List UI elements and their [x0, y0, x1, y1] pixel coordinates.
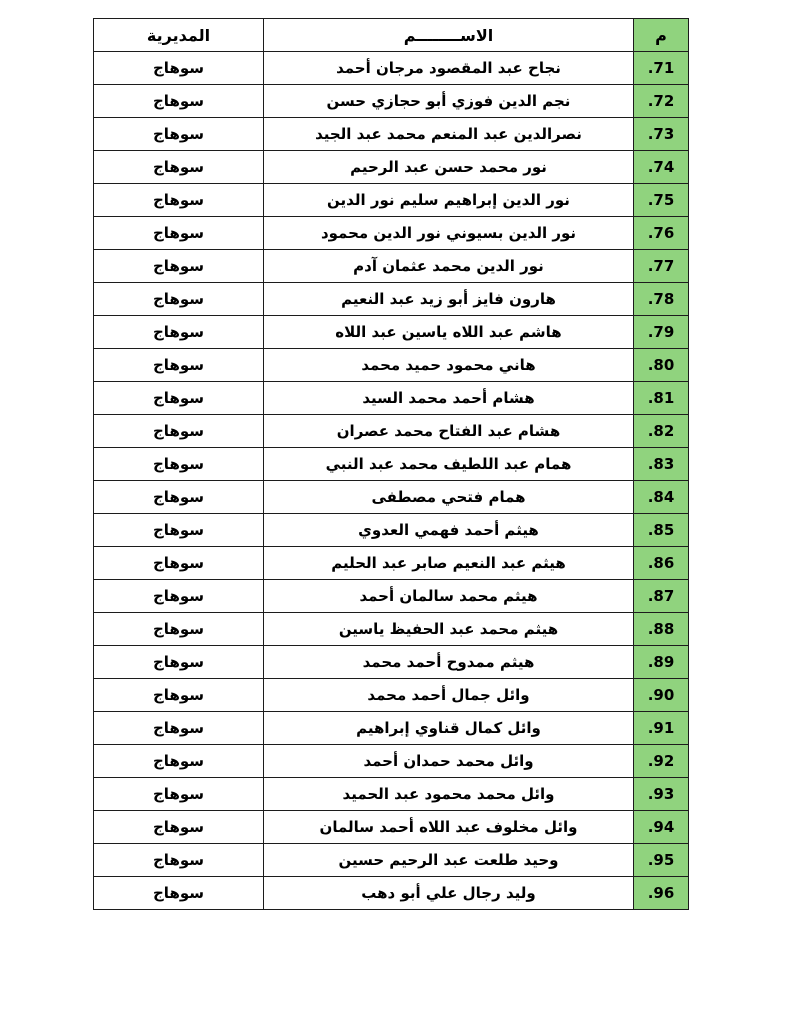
column-header-name: الاســــــــم — [264, 19, 634, 52]
cell-person-name: هيثم ممدوح أحمد محمد — [264, 646, 634, 679]
cell-district-name: سوهاج — [94, 448, 264, 481]
cell-row-number: .95 — [634, 844, 689, 877]
cell-row-number: .78 — [634, 283, 689, 316]
table-row — [94, 52, 689, 85]
cell-district-name: سوهاج — [94, 745, 264, 778]
table-row — [94, 580, 689, 613]
cell-district-name: سوهاج — [94, 316, 264, 349]
cell-person-name: وائل كمال قناوي إبراهيم — [264, 712, 634, 745]
cell-row-number: .84 — [634, 481, 689, 514]
table-row — [94, 415, 689, 448]
cell-person-name: وليد رجال علي أبو دهب — [264, 877, 634, 910]
cell-district-name: سوهاج — [94, 514, 264, 547]
cell-district-name: سوهاج — [94, 349, 264, 382]
cell-row-number: .77 — [634, 250, 689, 283]
cell-district-name: سوهاج — [94, 382, 264, 415]
cell-person-name: وائل محمد حمدان أحمد — [264, 745, 634, 778]
cell-row-number: .88 — [634, 613, 689, 646]
cell-district-name: سوهاج — [94, 52, 264, 85]
table-row — [94, 349, 689, 382]
table-row — [94, 85, 689, 118]
cell-row-number: .79 — [634, 316, 689, 349]
cell-row-number: .92 — [634, 745, 689, 778]
cell-district-name: سوهاج — [94, 118, 264, 151]
cell-row-number: .81 — [634, 382, 689, 415]
column-header-district: المديرية — [94, 19, 264, 52]
cell-person-name: هيثم محمد عبد الحفيظ ياسين — [264, 613, 634, 646]
cell-row-number: .90 — [634, 679, 689, 712]
cell-district-name: سوهاج — [94, 85, 264, 118]
table-row — [94, 547, 689, 580]
cell-district-name: سوهاج — [94, 151, 264, 184]
table-row — [94, 712, 689, 745]
cell-district-name: سوهاج — [94, 580, 264, 613]
cell-district-name: سوهاج — [94, 811, 264, 844]
cell-district-name: سوهاج — [94, 184, 264, 217]
cell-person-name: نور الدين إبراهيم سليم نور الدين — [264, 184, 634, 217]
cell-person-name: هاني محمود حميد محمد — [264, 349, 634, 382]
header-row — [94, 19, 689, 52]
table-row — [94, 250, 689, 283]
cell-person-name: نجم الدين فوزي أبو حجازي حسن — [264, 85, 634, 118]
cell-district-name: سوهاج — [94, 712, 264, 745]
cell-person-name: نور الدين بسيوني نور الدين محمود — [264, 217, 634, 250]
cell-person-name: وحيد طلعت عبد الرحيم حسين — [264, 844, 634, 877]
cell-district-name: سوهاج — [94, 844, 264, 877]
cell-row-number: .74 — [634, 151, 689, 184]
cell-district-name: سوهاج — [94, 613, 264, 646]
cell-row-number: .76 — [634, 217, 689, 250]
table-row — [94, 877, 689, 910]
cell-district-name: سوهاج — [94, 679, 264, 712]
cell-row-number: .71 — [634, 52, 689, 85]
table-row — [94, 646, 689, 679]
cell-person-name: هيثم أحمد فهمي العدوي — [264, 514, 634, 547]
roster-table-header — [94, 19, 689, 52]
cell-person-name: وائل مخلوف عبد اللاه أحمد سالمان — [264, 811, 634, 844]
table-row — [94, 316, 689, 349]
cell-person-name: هشام أحمد محمد السيد — [264, 382, 634, 415]
cell-row-number: .83 — [634, 448, 689, 481]
cell-row-number: .89 — [634, 646, 689, 679]
cell-row-number: .75 — [634, 184, 689, 217]
cell-row-number: .72 — [634, 85, 689, 118]
cell-district-name: سوهاج — [94, 283, 264, 316]
column-header-number: م — [634, 19, 689, 52]
table-row — [94, 679, 689, 712]
cell-person-name: وائل محمد محمود عبد الحميد — [264, 778, 634, 811]
table-row — [94, 745, 689, 778]
table-row — [94, 184, 689, 217]
table-row — [94, 514, 689, 547]
cell-district-name: سوهاج — [94, 217, 264, 250]
cell-row-number: .96 — [634, 877, 689, 910]
cell-person-name: همام فتحي مصطفى — [264, 481, 634, 514]
cell-person-name: نصرالدين عبد المنعم محمد عبد الجيد — [264, 118, 634, 151]
cell-row-number: .93 — [634, 778, 689, 811]
cell-person-name: نور الدين محمد عثمان آدم — [264, 250, 634, 283]
cell-person-name: هارون فايز أبو زيد عبد النعيم — [264, 283, 634, 316]
cell-person-name: نجاح عبد المقصود مرجان أحمد — [264, 52, 634, 85]
cell-row-number: .73 — [634, 118, 689, 151]
table-row — [94, 382, 689, 415]
roster-table-body — [94, 52, 689, 910]
cell-district-name: سوهاج — [94, 877, 264, 910]
cell-district-name: سوهاج — [94, 547, 264, 580]
cell-row-number: .85 — [634, 514, 689, 547]
cell-person-name: همام عبد اللطيف محمد عبد النبي — [264, 448, 634, 481]
cell-person-name: هشام عبد الفتاح محمد عصران — [264, 415, 634, 448]
table-row — [94, 118, 689, 151]
table-row — [94, 613, 689, 646]
cell-row-number: .82 — [634, 415, 689, 448]
table-row — [94, 844, 689, 877]
cell-person-name: نور محمد حسن عبد الرحيم — [264, 151, 634, 184]
cell-district-name: سوهاج — [94, 481, 264, 514]
cell-person-name: هاشم عبد اللاه ياسين عبد اللاه — [264, 316, 634, 349]
table-row — [94, 481, 689, 514]
cell-row-number: .94 — [634, 811, 689, 844]
table-row — [94, 811, 689, 844]
cell-person-name: هيثم محمد سالمان أحمد — [264, 580, 634, 613]
cell-district-name: سوهاج — [94, 778, 264, 811]
table-row — [94, 217, 689, 250]
cell-row-number: .91 — [634, 712, 689, 745]
cell-row-number: .86 — [634, 547, 689, 580]
cell-person-name: وائل جمال أحمد محمد — [264, 679, 634, 712]
cell-row-number: .80 — [634, 349, 689, 382]
cell-district-name: سوهاج — [94, 250, 264, 283]
cell-row-number: .87 — [634, 580, 689, 613]
table-row — [94, 283, 689, 316]
names-roster-table — [93, 18, 689, 910]
table-row — [94, 448, 689, 481]
cell-district-name: سوهاج — [94, 646, 264, 679]
cell-district-name: سوهاج — [94, 415, 264, 448]
table-row — [94, 778, 689, 811]
cell-person-name: هيثم عبد النعيم صابر عبد الحليم — [264, 547, 634, 580]
table-row — [94, 151, 689, 184]
